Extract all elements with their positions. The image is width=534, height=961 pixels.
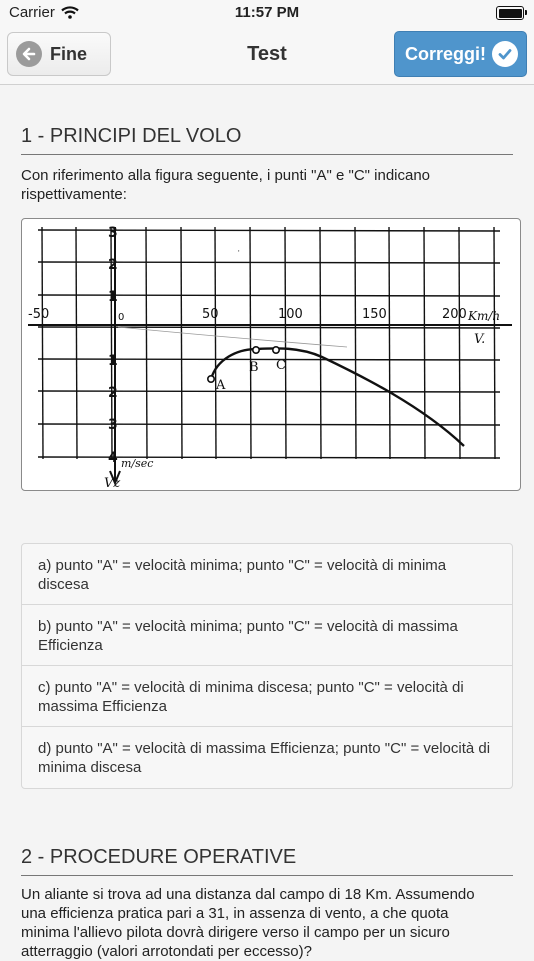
y-unit-label: m/sec bbox=[121, 457, 154, 470]
point-b-marker bbox=[253, 347, 259, 353]
x-tick-label: 100 bbox=[278, 307, 303, 322]
x-unit-label: Km/h bbox=[468, 309, 501, 323]
y-tick-label: 1 bbox=[108, 353, 118, 369]
y-tick-label: 4 bbox=[108, 450, 118, 466]
answer-option-c[interactable]: c) punto "A" = velocità di minima discesa; punto "C" = velocità di massima Efficienza bbox=[22, 666, 512, 727]
answer-option-b[interactable]: b) punto "A" = velocità minima; punto "C" = velocità di massima Efficienza bbox=[22, 605, 512, 666]
grid-line-v bbox=[459, 227, 460, 459]
x-tick-label: 200 bbox=[442, 307, 467, 322]
x-tick-label: -50 bbox=[28, 307, 50, 322]
question-1-text: Con riferimento alla figura seguente, i punti "A" e "C" indicano rispettivamente: bbox=[21, 167, 431, 203]
question-1-figure bbox=[21, 218, 521, 491]
answer-option-d[interactable]: d) punto "A" = velocità di massima Efficienza; punto "C" = velocità di minima discesa bbox=[38, 740, 491, 776]
pencil-line bbox=[118, 327, 347, 347]
y-axis-name: Vz bbox=[104, 476, 121, 491]
grid-line-v bbox=[494, 227, 495, 459]
grid-line-h bbox=[38, 327, 500, 328]
x-axis-name: V. bbox=[474, 332, 486, 347]
point-c-marker bbox=[273, 347, 279, 353]
y-tick-label: 3 bbox=[108, 225, 118, 241]
point-a-label: A bbox=[216, 378, 226, 393]
checkmark-icon bbox=[492, 41, 518, 67]
y-tick-label: 1 bbox=[108, 289, 118, 305]
y-tick-label: 3 bbox=[108, 417, 118, 433]
check-button-label: Correggi! bbox=[405, 43, 486, 64]
quiz-content[interactable] bbox=[0, 85, 534, 960]
answer-option-a[interactable]: a) punto "A" = velocità minima; punto "C" = velocità di minima discesa bbox=[22, 544, 512, 605]
question-2-title: 2 - PROCEDURE OPERATIVE bbox=[21, 846, 513, 876]
status-bar bbox=[0, 0, 534, 26]
answer-list bbox=[21, 543, 513, 789]
carrier-label: Carrier bbox=[9, 4, 55, 21]
navigation-bar bbox=[0, 26, 534, 85]
point-a-marker bbox=[208, 376, 214, 382]
point-b-label: B bbox=[249, 360, 259, 375]
question-1-title: 1 - PRINCIPI DEL VOLO bbox=[21, 125, 513, 155]
x-tick-label: 50 bbox=[202, 307, 219, 322]
clock: 11:57 PM bbox=[234, 4, 300, 21]
check-answers-button[interactable] bbox=[394, 31, 527, 77]
y-tick-label: 2 bbox=[108, 385, 118, 401]
point-c-label: C bbox=[276, 358, 286, 373]
page-title: Test bbox=[247, 43, 287, 65]
question-2-text: Un aliante si trova ad una distanza dal campo di 18 Km. Assumendo una efficienza pratica pari a 31, in assenza di vento, a che quota minima l'allievo pilota dovrà dirigere verso il campo per un sicuro atterraggio (valori arrotondati per eccesso)? bbox=[21, 886, 475, 960]
back-button-label: Fine bbox=[50, 43, 88, 64]
y-tick-label: 2 bbox=[108, 257, 118, 273]
polar-curve-diagram bbox=[22, 219, 522, 492]
battery-icon bbox=[496, 6, 524, 20]
x-tick-label: 0 bbox=[118, 312, 125, 323]
pencil-mark: ' bbox=[238, 249, 240, 258]
x-tick-label: 150 bbox=[362, 307, 387, 322]
